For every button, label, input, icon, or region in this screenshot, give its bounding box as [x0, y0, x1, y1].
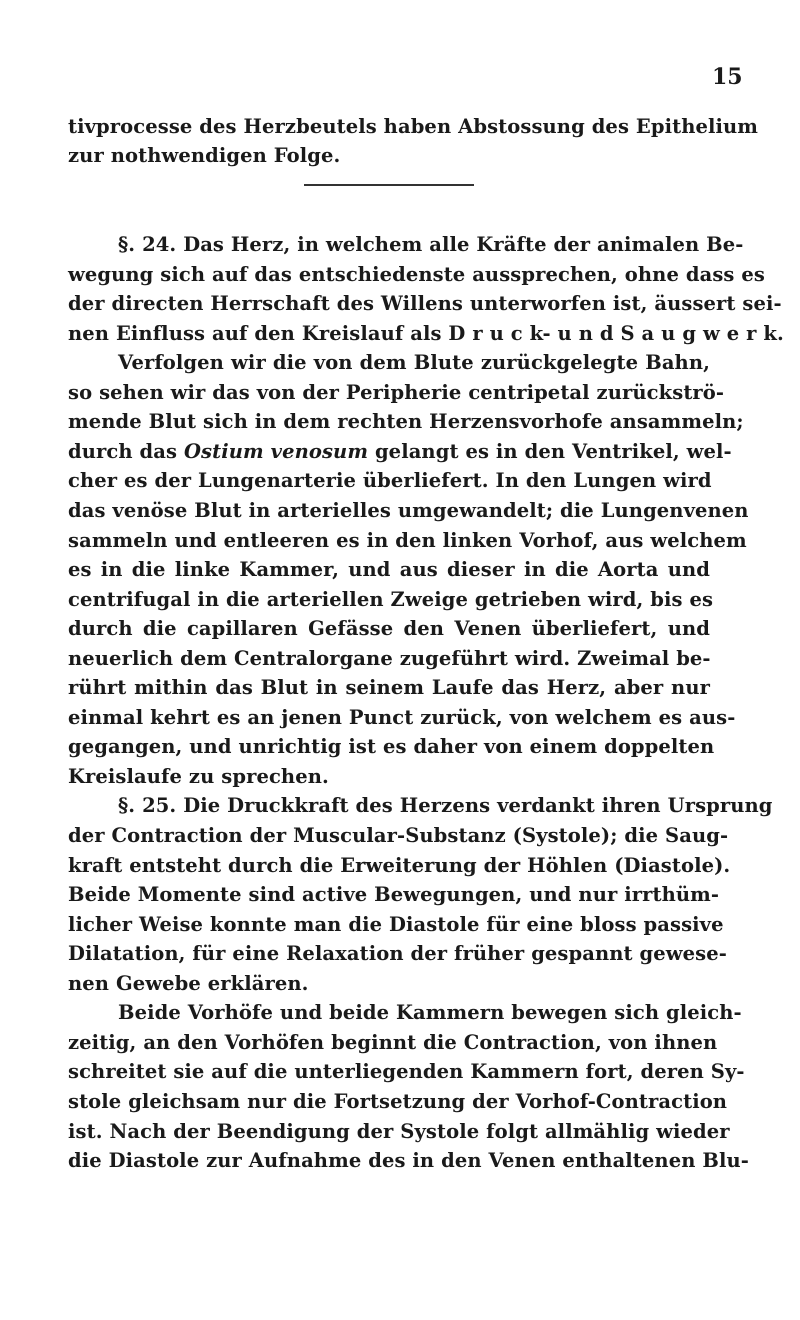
text-line: schreitet sie auf die unterliegenden Kammern fort, deren Sy-	[68, 1060, 745, 1084]
text-line: Beide Momente sind active Bewegungen, und nur irrthüm-	[68, 883, 720, 907]
text-line: durch die capillaren Gefässe den Venen überliefert, und	[68, 617, 710, 641]
text-line: zeitig, an den Vorhöfen beginnt die Contraction, von ihnen	[68, 1030, 718, 1054]
text-line: neuerlich dem Centralorgane zugeführt wird. Zweimal be-	[68, 646, 711, 670]
text-line: nen Gewebe erklären.	[68, 971, 309, 995]
text-line: der directen Herrschaft des Willens unterworfen ist, äussert sei-	[68, 292, 782, 316]
text-line: Beide Vorhöfe und beide Kammern bewegen sich gleich-	[118, 1001, 742, 1025]
text-line: das venöse Blut in arterielles umgewandelt; die Lungenvenen	[68, 498, 749, 522]
text-line: zur nothwendigen Folge.	[68, 144, 341, 167]
text-line: §. 25. Die Druckkraft des Herzens verdankt ihren Ursprung	[118, 794, 773, 818]
text-line: Kreislaufe zu sprechen.	[68, 764, 329, 788]
italic-term: Ostium venosum	[183, 439, 369, 463]
text-line: durch das Ostium venosum gelangt es in den Ventrikel, wel-	[68, 439, 732, 463]
text-line: einmal kehrt es an jenen Punct zurück, von welchem es aus-	[68, 705, 736, 729]
text-line: wegung sich auf das entschiedenste aussprechen, ohne dass es	[68, 262, 765, 286]
text-line: nen Einfluss auf den Kreislauf als D r u c k- u n d S a u g w e r k.	[68, 321, 784, 345]
text-line: sammeln und entleeren es in den linken Vorhof, aus welchem	[68, 528, 747, 552]
text-line: es in die linke Kammer, und aus dieser in die Aorta und	[68, 558, 710, 582]
text-line: licher Weise konnte man die Diastole für eine bloss passive	[68, 912, 724, 936]
text-line: ist. Nach der Beendigung der Systole folgt allmählig wieder	[68, 1119, 730, 1143]
text-line: cher es der Lungenarterie überliefert. In den Lungen wird	[68, 469, 712, 493]
text-line: gegangen, und unrichtig ist es daher von einem doppelten	[68, 735, 715, 759]
text-line: rührt mithin das Blut in seinem Laufe das Herz, aber nur	[68, 676, 710, 700]
text-line: die Diastole zur Aufnahme des in den Venen enthaltenen Blu-	[68, 1149, 749, 1173]
text-line: stole gleichsam nur die Fortsetzung der Vorhof-Contraction	[68, 1089, 728, 1113]
section-divider-rule	[304, 184, 474, 186]
text-line: Dilatation, für eine Relaxation der früher gespannt gewese-	[68, 942, 727, 966]
page-number: 15	[712, 64, 743, 90]
text-line: tivprocesse des Herzbeutels haben Abstossung des Epithelium	[68, 115, 759, 138]
text-line: mende Blut sich in dem rechten Herzensvorhofe ansammeln;	[68, 410, 744, 434]
text-line: §. 24. Das Herz, in welchem alle Kräfte der animalen Be-	[118, 233, 744, 256]
text-line: Verfolgen wir die von dem Blute zurückgelegte Bahn,	[118, 351, 710, 375]
text-line: centrifugal in die arteriellen Zweige getrieben wird, bis es	[68, 587, 714, 611]
text-line: der Contraction der Muscular-Substanz (Systole); die Saug-	[68, 824, 729, 847]
text-line: so sehen wir das von der Peripherie centripetal zurückströ-	[68, 380, 725, 404]
text-line: kraft entsteht durch die Erweiterung der Höhlen (Diastole).	[68, 853, 731, 877]
